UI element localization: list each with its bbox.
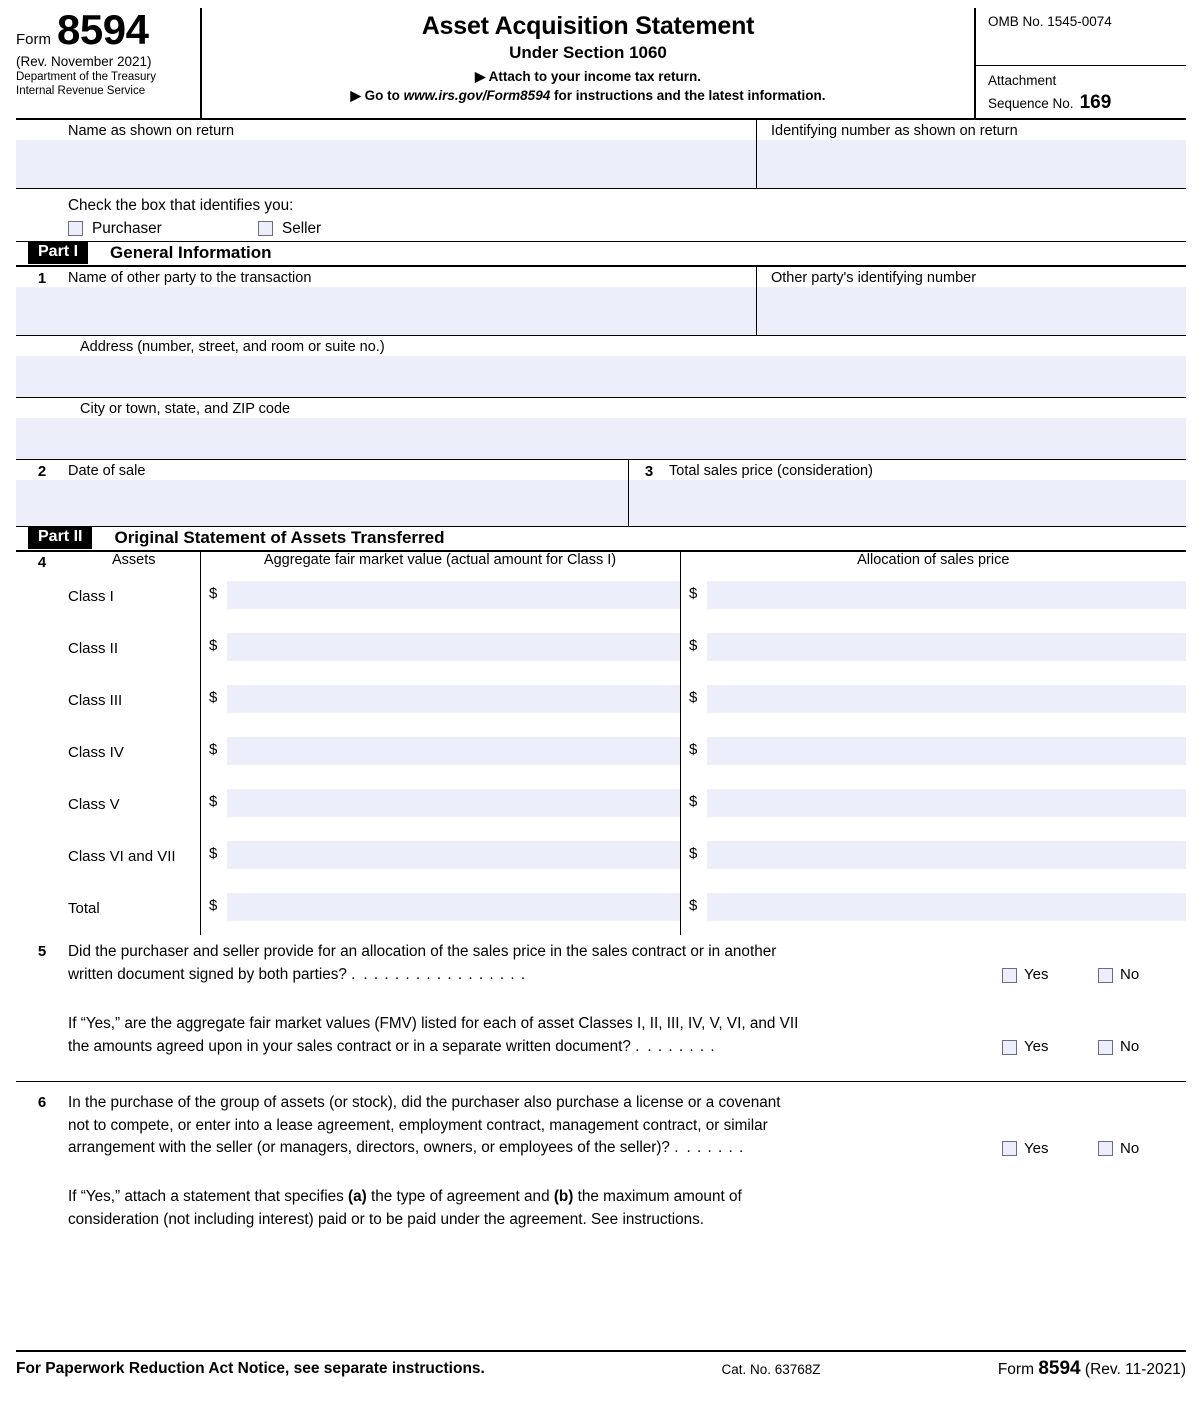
fmv-input[interactable] — [227, 633, 680, 661]
asset-class-label: Class I — [68, 587, 114, 605]
fmv-input[interactable] — [227, 841, 680, 869]
fmv-cell — [200, 727, 680, 779]
asset-class-label: Class VI and VII — [68, 847, 176, 865]
goto-suffix: for instructions and the latest information. — [553, 87, 826, 103]
dollar-sign: $ — [689, 792, 698, 810]
table-row — [16, 831, 1186, 883]
q5-number: 5 — [37, 942, 47, 960]
footer-form-word: Form — [997, 1361, 1034, 1378]
q6-no-option[interactable] — [1098, 1138, 1186, 1161]
part-1-tag: Part I — [28, 242, 88, 264]
omb-number: OMB No. 1545-0074 — [976, 8, 1186, 66]
question-6 — [16, 1082, 1186, 1233]
seller-label: Seller — [282, 219, 322, 237]
part-1-body — [16, 267, 1186, 526]
date-of-sale-label: Date of sale — [68, 462, 146, 479]
q6-no-label: No — [1120, 1139, 1140, 1157]
dollar-sign: $ — [689, 896, 698, 914]
fmv-cell — [200, 623, 680, 675]
asset-class-label: Class IV — [68, 743, 124, 761]
q5-no-option[interactable] — [1098, 964, 1186, 987]
q5-line-2: written document signed by both parties? . — [68, 965, 356, 983]
sequence-number: 169 — [1079, 92, 1112, 114]
address-input[interactable] — [16, 356, 1186, 398]
allocation-input[interactable] — [707, 841, 1186, 869]
allocation-cell — [680, 779, 1186, 831]
asset-class-label: Total — [68, 899, 100, 917]
q6b-bold-b: (b) — [553, 1188, 574, 1206]
arrow-icon-2: ▶ — [350, 87, 361, 103]
page-subtitle: Under Section 1060 — [509, 42, 667, 62]
arrow-icon: ▶ — [475, 68, 486, 84]
line-2-number: 2 — [37, 462, 47, 480]
footer-form-rev: (Rev. 11-2021) — [1084, 1361, 1186, 1378]
allocation-input[interactable] — [707, 789, 1186, 817]
dollar-sign: $ — [209, 688, 218, 706]
dollar-sign: $ — [689, 740, 698, 758]
part-1-title: General Information — [110, 243, 272, 263]
part-2-title: Original Statement of Assets Transferred — [114, 528, 445, 548]
purchaser-option[interactable] — [68, 220, 258, 238]
total-sales-price-label: Total sales price (consideration) — [669, 462, 873, 479]
q5-yes-option[interactable] — [1002, 964, 1098, 987]
question-5 — [16, 935, 1186, 1059]
omb-block — [974, 8, 1186, 118]
other-party-id-label: Other party's identifying number — [771, 269, 977, 286]
table-row — [16, 727, 1186, 779]
footer-form-number: 8594 — [1038, 1358, 1081, 1379]
q6-line-1: In the purchase of the group of assets (or stock), did the purchaser also purchase a license or a covenant — [68, 1093, 781, 1111]
dollar-sign: $ — [209, 740, 218, 758]
line-1-number: 1 — [37, 269, 47, 287]
q5b-no-label: No — [1120, 1037, 1140, 1055]
identify-check-section — [16, 189, 1186, 241]
sequence-label: Sequence No. — [988, 96, 1074, 112]
part-2-tag: Part II — [28, 527, 92, 549]
footer-form-id — [926, 1358, 1186, 1380]
asset-class-label: Class II — [68, 639, 119, 657]
q5b-no-option[interactable] — [1098, 1036, 1186, 1059]
table-row — [16, 623, 1186, 675]
fmv-input[interactable] — [227, 737, 680, 765]
address-label: Address (number, street, and room or suite no.) — [80, 338, 385, 355]
q6b-text-a: If “Yes,” attach a statement that specifies — [68, 1188, 349, 1206]
q6b-text-c: the maximum amount of — [573, 1188, 742, 1206]
q6-yes-checkbox[interactable] — [1002, 1141, 1017, 1156]
attach-instruction-text: Attach to your income tax return. — [488, 68, 701, 84]
dept-line-1: Department of the Treasury — [16, 71, 156, 84]
purchaser-label: Purchaser — [92, 219, 162, 237]
identifying-number-label: Identifying number as shown on return — [771, 122, 1018, 139]
q5b-line-2: the amounts agreed upon in your sales contract or in a separate written document? . — [68, 1037, 640, 1055]
fmv-input[interactable] — [227, 685, 680, 713]
allocation-cell — [680, 883, 1186, 935]
table-row — [16, 571, 1186, 623]
goto-prefix: Go to — [364, 87, 400, 103]
fmv-input[interactable] — [227, 789, 680, 817]
q6-line-3: arrangement with the seller (or managers, directors, owners, or employees of the seller)? . — [68, 1139, 679, 1157]
q6b-line-2: consideration (not including interest) paid or to be paid under the agreement. See instructions. — [68, 1211, 705, 1229]
city-input[interactable] — [16, 418, 1186, 460]
q6b-bold-a: (a) — [348, 1188, 367, 1206]
form-revision: (Rev. November 2021) — [16, 54, 152, 70]
fmv-cell — [200, 571, 680, 623]
fmv-input[interactable] — [227, 581, 680, 609]
allocation-input[interactable] — [707, 633, 1186, 661]
q5-no-checkbox[interactable] — [1098, 968, 1113, 983]
q6-number: 6 — [37, 1093, 47, 1111]
purchaser-checkbox[interactable] — [68, 221, 83, 236]
q5-yes-label: Yes — [1024, 966, 1049, 984]
table-row — [16, 675, 1186, 727]
table-row — [16, 779, 1186, 831]
asset-class-label: Class V — [68, 795, 120, 813]
form-identity-block — [16, 8, 202, 118]
allocation-cell — [680, 831, 1186, 883]
q5b-line-1: If “Yes,” are the aggregate fair market values (FMV) listed for each of asset Classes I, II, III, IV, V, VI, and VII — [68, 1014, 799, 1032]
attachment-sequence — [976, 66, 1186, 118]
dollar-sign: $ — [689, 844, 698, 862]
q5-dots: . . . . . . . . . . . . . . . . — [363, 965, 527, 983]
form-word-label: Form — [16, 31, 51, 48]
name-label: Name as shown on return — [68, 122, 235, 139]
name-id-section — [16, 120, 1186, 189]
allocation-cell — [680, 727, 1186, 779]
seller-checkbox[interactable] — [258, 221, 273, 236]
q6-no-checkbox[interactable] — [1098, 1141, 1113, 1156]
paperwork-notice: For Paperwork Reduction Act Notice, see separate instructions. — [16, 1360, 485, 1377]
fmv-cell — [200, 779, 680, 831]
allocation-cell — [680, 623, 1186, 675]
form-title-block — [202, 8, 974, 118]
part-2-bar — [16, 526, 1186, 552]
irs-url[interactable]: www.irs.gov/Form8594 — [403, 87, 551, 103]
dept-line-2: Internal Revenue Service — [16, 85, 146, 98]
q5b-no-checkbox[interactable] — [1098, 1040, 1113, 1055]
q6b-line-1 — [68, 1186, 1186, 1209]
q5-no-label: No — [1120, 966, 1140, 984]
column-assets: Assets — [111, 551, 156, 568]
q6-line-2: not to compete, or enter into a lease agreement, employment contract, management contract, or similar — [68, 1116, 768, 1134]
allocation-cell — [680, 675, 1186, 727]
q5b-yes-label: Yes — [1024, 1037, 1049, 1055]
form-footer — [16, 1350, 1186, 1380]
fmv-cell — [200, 831, 680, 883]
q6-yes-option[interactable] — [1002, 1138, 1098, 1161]
question-5b — [16, 1013, 1186, 1059]
assets-rows — [16, 571, 1186, 935]
fmv-input[interactable] — [227, 893, 680, 921]
assets-table — [16, 552, 1186, 571]
attach-instruction — [210, 69, 966, 85]
q5-line-1: Did the purchaser and seller provide for an allocation of the sales price in the sales contract or in another — [68, 942, 777, 960]
line-3-number: 3 — [644, 462, 654, 480]
question-6b — [16, 1186, 1186, 1232]
other-party-input[interactable] — [16, 287, 756, 335]
q5b-yes-option[interactable] — [1002, 1036, 1098, 1059]
goto-instruction — [210, 88, 966, 104]
allocation-input[interactable] — [707, 685, 1186, 713]
fmv-cell — [200, 883, 680, 935]
other-party-id-input[interactable] — [756, 287, 1186, 335]
column-fmv: Aggregate fair market value (actual amount for Class I) — [200, 552, 680, 571]
dollar-sign: $ — [209, 844, 218, 862]
q6-dots: . . . . . . — [686, 1139, 745, 1157]
q6b-text-b: the type of agreement and — [366, 1188, 554, 1206]
fmv-cell — [200, 675, 680, 727]
allocation-input[interactable] — [707, 737, 1186, 765]
check-prompt: Check the box that identifies you: — [68, 196, 294, 214]
seller-option[interactable] — [258, 220, 321, 238]
form-header — [16, 8, 1186, 120]
dollar-sign: $ — [689, 636, 698, 654]
city-label: City or town, state, and ZIP code — [80, 400, 291, 417]
catalog-number: Cat. No. 63768Z — [721, 1361, 821, 1377]
column-allocation: Allocation of sales price — [680, 552, 1186, 571]
page-title: Asset Acquisition Statement — [421, 12, 755, 40]
name-input[interactable] — [16, 140, 756, 188]
assets-table-header — [16, 552, 1186, 571]
total-sales-price-input[interactable] — [628, 480, 1186, 526]
dollar-sign: $ — [209, 896, 218, 914]
form-number: 8594 — [57, 6, 149, 53]
allocation-cell — [680, 571, 1186, 623]
allocation-input[interactable] — [707, 581, 1186, 609]
asset-class-label: Class III — [68, 691, 123, 709]
dollar-sign: $ — [689, 584, 698, 602]
dollar-sign: $ — [209, 584, 218, 602]
q5b-yes-checkbox[interactable] — [1002, 1040, 1017, 1055]
allocation-input[interactable] — [707, 893, 1186, 921]
other-party-label: Name of other party to the transaction — [68, 269, 312, 286]
date-of-sale-input[interactable] — [16, 480, 628, 526]
part-1-bar — [16, 241, 1186, 267]
q6-yes-label: Yes — [1024, 1139, 1049, 1157]
attachment-label: Attachment — [988, 73, 1057, 88]
line-4-number: 4 — [37, 553, 47, 571]
dollar-sign: $ — [209, 636, 218, 654]
q5b-dots: . . . . . . . — [647, 1037, 716, 1055]
dollar-sign: $ — [209, 792, 218, 810]
table-row — [16, 883, 1186, 935]
identifying-number-input[interactable] — [756, 140, 1186, 188]
dollar-sign: $ — [689, 688, 698, 706]
q5-yes-checkbox[interactable] — [1002, 968, 1017, 983]
